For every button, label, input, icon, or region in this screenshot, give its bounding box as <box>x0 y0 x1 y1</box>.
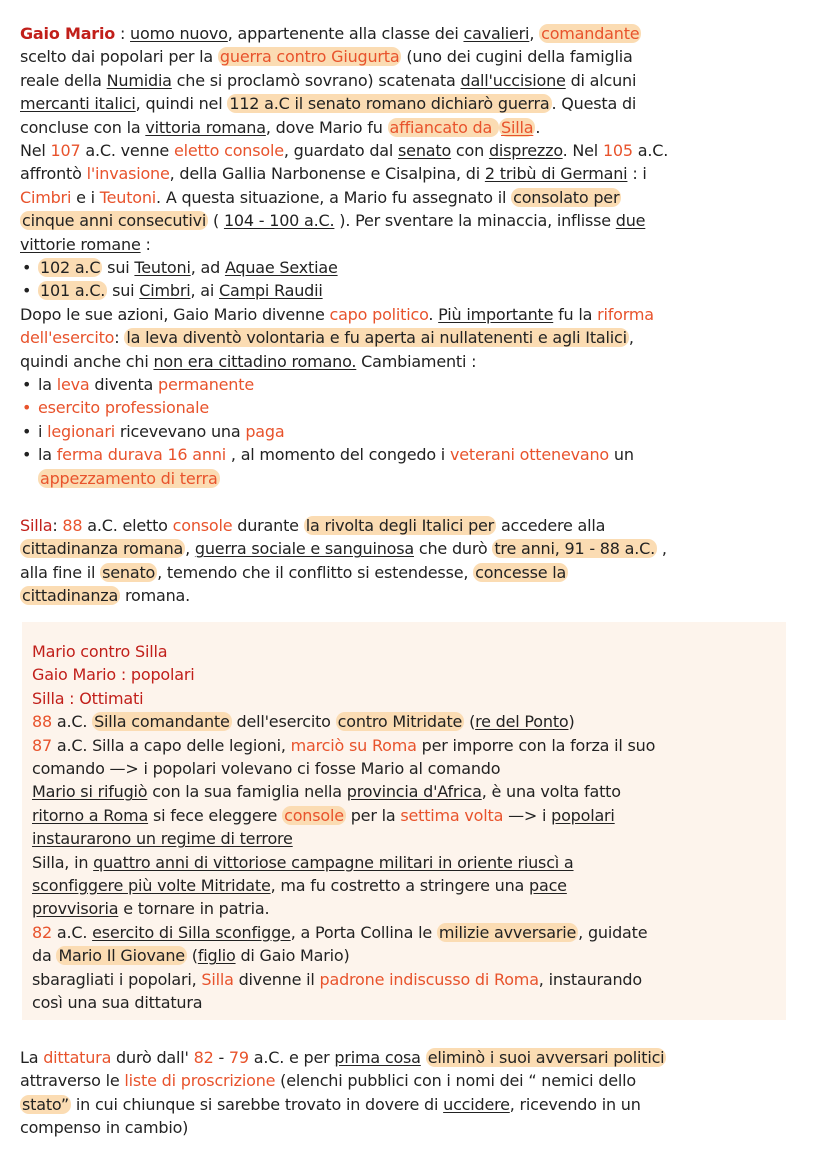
text: , è una volta fatto <box>481 782 621 802</box>
text: ( <box>464 712 476 732</box>
text: marciò su Roma <box>290 735 417 755</box>
term: vittoria romana <box>145 117 266 137</box>
term: Teutoni <box>99 187 157 207</box>
text: —> i <box>503 805 552 825</box>
list-item <box>20 443 810 490</box>
list-item <box>20 256 810 279</box>
text: . Nel <box>562 141 603 161</box>
changes-list <box>20 373 810 490</box>
text: compenso in cambio) <box>20 1118 189 1138</box>
term: Più importante <box>438 305 554 324</box>
text: in cui chiunque si sarebbe trovato in dovere di <box>71 1094 444 1114</box>
text: scelto dai popolari per la <box>20 47 218 67</box>
term: tre anni, 91 - 88 a.C. <box>494 539 655 559</box>
text: Mario Il Giovane <box>58 946 185 966</box>
text: : <box>52 516 63 535</box>
text: , della <box>169 164 222 184</box>
text: , <box>656 539 667 559</box>
text: Silla : Ottimati <box>32 688 144 708</box>
text: a.C. <box>51 712 93 732</box>
term: prima cosa <box>334 1048 421 1067</box>
text: quindi anche chi <box>20 351 154 371</box>
text: che si proclamò sovrano) scatenata <box>171 70 461 90</box>
paragraph-dittatura <box>20 1046 810 1140</box>
term: eliminò i suoi avversari politici <box>427 1048 665 1067</box>
text: . A questa situazione, a Mario fu assegnato il <box>156 187 512 207</box>
term: senato <box>398 141 452 161</box>
term: affiancato da <box>389 117 498 137</box>
term: cavalieri <box>463 24 530 43</box>
list-item <box>20 396 810 419</box>
text: Silla comandante <box>94 712 230 732</box>
text: pace <box>529 876 567 896</box>
list-item <box>20 373 810 396</box>
term: cittadinanza romana <box>22 539 184 559</box>
term: Silla <box>20 516 53 535</box>
term: concesse la <box>475 562 567 582</box>
text: Cambiamenti : <box>356 351 477 371</box>
term: 107 <box>50 141 81 161</box>
term: due <box>615 211 646 231</box>
term: dittatura <box>43 1048 112 1067</box>
text: si fece eleggere <box>148 805 283 825</box>
text: attraverso le <box>20 1071 125 1091</box>
text: comando —> i popolari volevano ci fosse Mario al comando <box>32 759 501 779</box>
text: , ricevendo in un <box>509 1094 641 1114</box>
text: Silla <box>201 969 234 989</box>
text: sbaragliati i popolari, <box>32 969 202 989</box>
text: . <box>535 117 541 137</box>
term: eletto console <box>173 141 284 161</box>
text: settima volta <box>400 805 504 825</box>
paragraph-gaio-mario <box>20 22 810 256</box>
term: Numidia <box>106 70 172 90</box>
text: , al momento del congedo i <box>226 445 450 465</box>
text: ricevevano una <box>115 421 246 441</box>
text: di Gaio Mario) <box>235 946 350 966</box>
term: uccidere <box>443 1094 510 1114</box>
text: a.C. e per <box>248 1048 335 1067</box>
text: Nel <box>20 141 51 161</box>
text: un <box>609 445 634 465</box>
text: 88 <box>32 712 52 732</box>
term: vittorie romane <box>20 234 141 254</box>
term: liste di proscrizione <box>124 1071 276 1091</box>
term: 88 <box>62 516 83 535</box>
text: reale della <box>20 70 107 90</box>
term: cinque anni consecutivi <box>22 211 207 231</box>
text: diventa <box>89 375 159 394</box>
text: appezzamento di terra <box>40 468 218 488</box>
text: (uno dei cugini della famiglia <box>401 47 633 67</box>
term: 82 <box>193 1048 214 1067</box>
text: esercito professionale <box>38 398 210 418</box>
text: la <box>38 375 57 394</box>
text: Mario si rifugiò <box>32 782 148 802</box>
text: Dopo le sue azioni, Gaio Mario divenne <box>20 305 330 324</box>
text: . Questa di <box>551 94 637 114</box>
text: a.C. Silla a capo delle legioni, <box>51 735 291 755</box>
term: cittadinanza <box>22 586 119 606</box>
text: esercito di Silla sconfigge <box>92 922 291 942</box>
text: : <box>115 24 131 43</box>
text: da <box>32 946 57 966</box>
text: quattro anni di vittoriose campagne militari in oriente riuscì a <box>93 852 574 872</box>
text: instaurarono un regime di terrore <box>32 829 293 849</box>
term: l'invasione <box>86 164 170 184</box>
text: permanente <box>158 375 254 394</box>
text: sui <box>107 281 140 301</box>
text: per la <box>345 805 401 825</box>
text: contro Mitridate <box>337 712 463 732</box>
text: a.C. <box>632 141 669 161</box>
text: , guardato dal <box>283 141 399 161</box>
text: durò dall' <box>111 1048 194 1067</box>
term: mercanti italici <box>20 94 136 114</box>
text: Aquae Sextiae <box>224 258 338 277</box>
text: ferma durava 16 anni <box>56 445 227 465</box>
text: , guidate <box>578 922 648 942</box>
text: , ai <box>190 281 219 301</box>
term: uomo nuovo <box>130 24 228 43</box>
text: Teutoni <box>134 258 191 277</box>
text: paga <box>245 421 285 441</box>
term: 104 - 100 a.C. <box>223 211 335 231</box>
text: ritorno a Roma <box>32 805 149 825</box>
text: (elenchi pubblici con i nomi dei “ nemici dello <box>275 1071 636 1091</box>
text: provvisoria <box>32 899 119 919</box>
term: 112 a.C il senato romano dichiarò guerra <box>229 94 550 114</box>
text: e tornare in patria. <box>118 899 270 919</box>
text: 87 <box>32 735 52 755</box>
text: i <box>38 421 48 441</box>
text: , <box>529 24 540 43</box>
text: durante <box>232 516 304 535</box>
term: stato” <box>22 1094 69 1114</box>
term: 2 tribù di Germani <box>484 164 628 184</box>
text: con la sua famiglia nella <box>147 782 347 802</box>
text: . <box>428 305 439 324</box>
text: che durò <box>413 539 493 559</box>
term: 105 <box>602 141 633 161</box>
term: Silla <box>501 117 534 137</box>
text: leva <box>56 375 90 394</box>
text: , ad <box>190 258 225 277</box>
text: alla fine il <box>20 562 101 582</box>
text: figlio <box>197 946 236 966</box>
text: veterani ottenevano <box>449 445 610 465</box>
term: dall'uccisione <box>460 70 566 90</box>
victories-list <box>20 256 810 303</box>
text: re del Ponto <box>475 712 569 732</box>
text: fu la <box>553 305 598 324</box>
term: dell'esercito <box>20 328 115 348</box>
text: console <box>284 805 344 825</box>
text: , <box>628 328 634 348</box>
text: romana. <box>120 586 191 606</box>
text: e i <box>71 187 100 207</box>
text: con <box>451 141 489 161</box>
text: sconfiggere più volte Mitridate <box>32 876 271 896</box>
text: : i <box>627 164 647 184</box>
term: console <box>172 516 233 535</box>
term: capo politico <box>329 305 429 324</box>
text: la <box>38 445 57 465</box>
text: provincia d'Africa <box>346 782 482 802</box>
term: consolato per <box>513 187 620 207</box>
text: : <box>114 328 125 348</box>
text: , a Porta Collina le <box>290 922 437 942</box>
text: La <box>20 1048 44 1067</box>
term: la rivolta degli Italici per <box>305 516 495 535</box>
text: , <box>185 539 195 559</box>
text: a.C. <box>51 922 93 942</box>
text: affrontò <box>20 164 87 184</box>
paragraph-silla <box>20 514 810 608</box>
text: , ma fu costretto a stringere una <box>270 876 530 896</box>
box-title: Mario contro Silla <box>32 642 168 661</box>
text: popolari <box>551 805 615 825</box>
text: milizie avversarie <box>438 922 577 942</box>
text: , quindi nel <box>135 94 228 114</box>
mario-contro-silla-content <box>32 640 792 1015</box>
text: 82 <box>32 922 52 942</box>
text: , temendo che il conflitto si estendesse, <box>157 562 474 582</box>
text: sui <box>102 258 135 277</box>
term: riforma <box>597 305 654 324</box>
text: , instaurando <box>538 969 642 989</box>
term: 79 <box>228 1048 249 1067</box>
term: guerra contro Giugurta <box>219 47 400 67</box>
term: Gaio Mario <box>20 24 116 43</box>
text: Campi Raudii <box>219 281 323 301</box>
text: concluse con la <box>20 117 146 137</box>
text: , di <box>456 164 485 184</box>
text: 102 a.C <box>40 258 101 277</box>
text: 101 a.C. <box>40 281 106 301</box>
list-item <box>20 420 810 443</box>
text: , appartenente alla classe dei <box>227 24 464 43</box>
text: - <box>213 1048 229 1067</box>
text <box>421 1048 426 1067</box>
text: dell'esercito <box>231 712 336 732</box>
text: ( <box>186 946 198 966</box>
paragraph-riforma <box>20 303 810 373</box>
term: disprezzo <box>488 141 563 161</box>
term: comandante <box>541 24 640 43</box>
text: Cimbri <box>139 281 191 301</box>
text: ) <box>568 712 575 732</box>
text: ( <box>208 211 224 231</box>
text: legionari <box>47 421 115 441</box>
term: Gallia Narbonense e Cisalpina <box>222 164 456 184</box>
term: non era cittadino romano. <box>153 351 357 371</box>
list-item <box>20 279 810 302</box>
text: divenne il <box>233 969 320 989</box>
term: senato <box>102 562 156 582</box>
text: Gaio Mario : popolari <box>32 665 195 685</box>
text: a.C. venne <box>80 141 174 161</box>
text: : <box>140 234 151 254</box>
text: ). Per sventare la minaccia, inflisse <box>334 211 616 231</box>
term: guerra sociale e sanguinosa <box>194 539 414 559</box>
text: di alcuni <box>565 70 637 90</box>
text: a.C. eletto <box>82 516 173 535</box>
term: la leva diventò volontaria e fu aperta ai nullatenenti e agli Italici <box>126 328 627 348</box>
text: per imporre con la forza il suo <box>416 735 656 755</box>
text: , dove Mario fu <box>265 117 388 137</box>
text: padrone indiscusso di Roma <box>319 969 539 989</box>
text: così una sua dittatura <box>32 993 203 1013</box>
text: Silla, in <box>32 852 94 872</box>
term: Cimbri <box>20 187 72 207</box>
text: accedere alla <box>496 516 606 535</box>
